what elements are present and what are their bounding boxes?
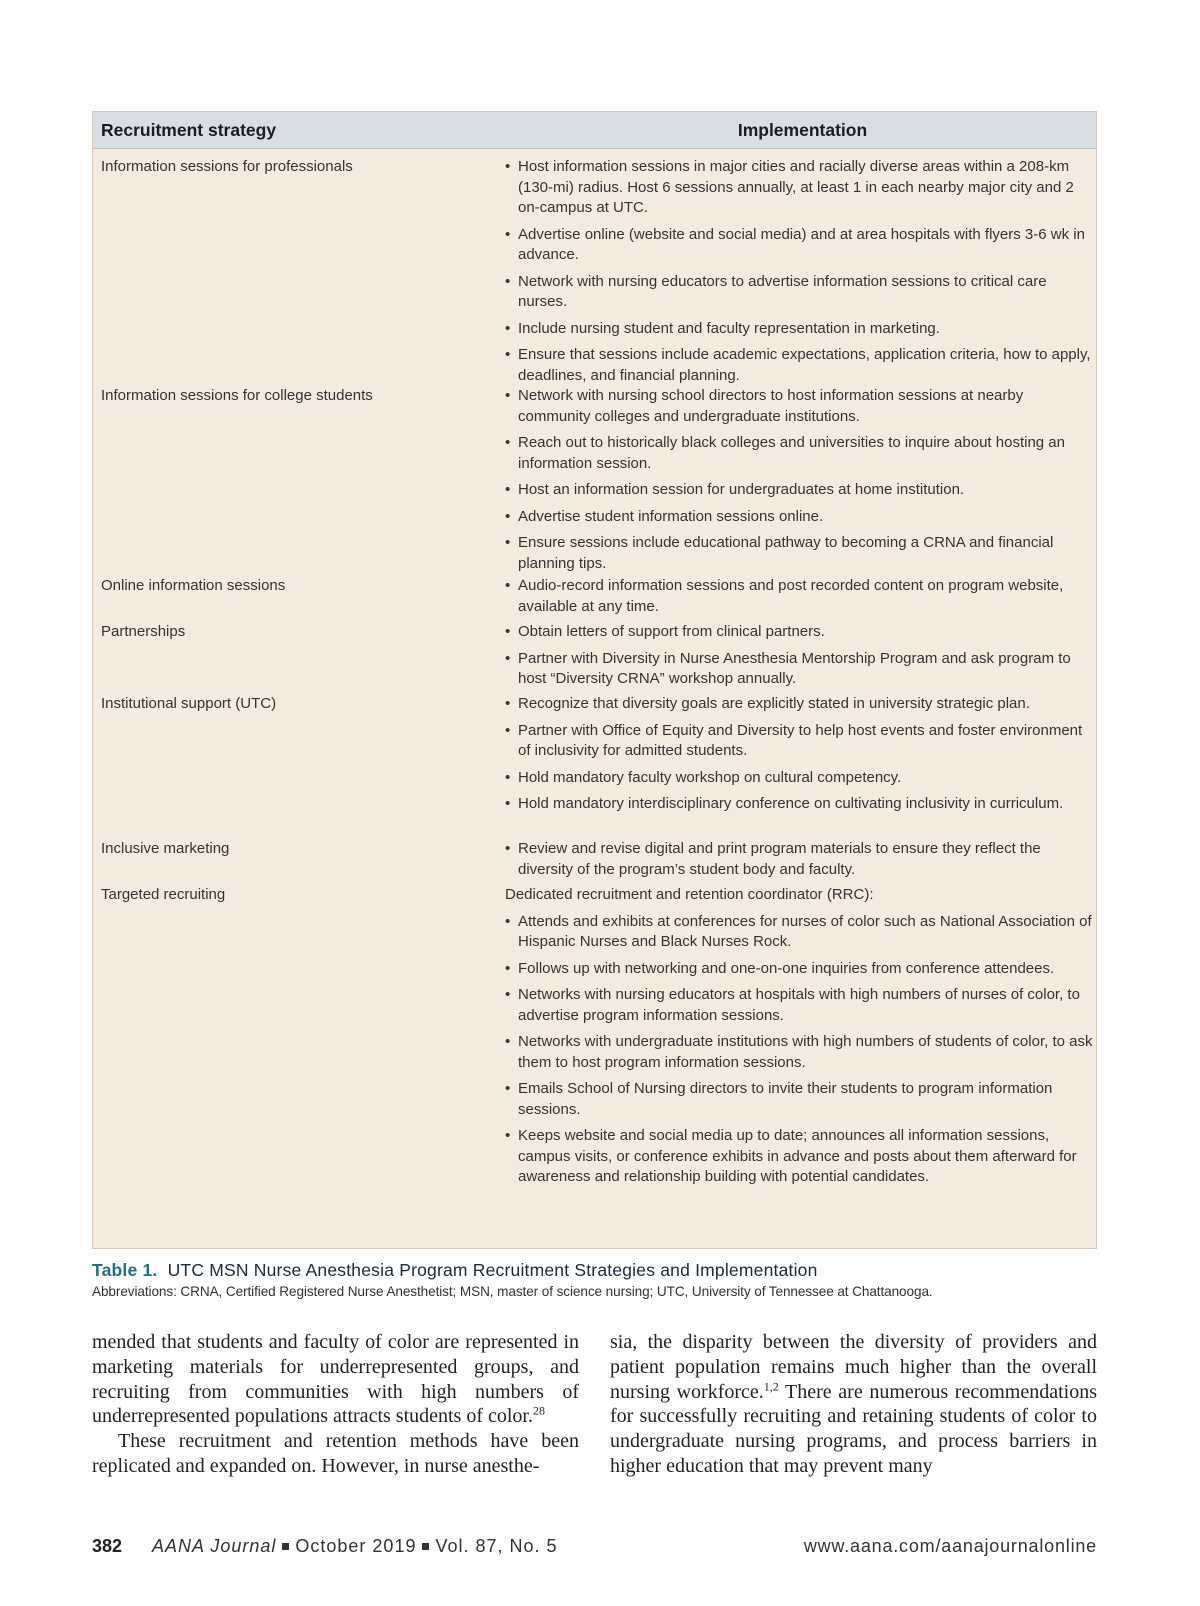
implementation-bullet: • Networks with undergraduate institutions with high numbers of students of color, to ask them to host program information sessions. (505, 1032, 1095, 1073)
table-label: Table 1. (92, 1260, 158, 1280)
page-footer (92, 1536, 1097, 1560)
implementation-bullet: • Advertise student information sessions online. (505, 507, 1095, 528)
implementation-bullet: • Include nursing student and faculty representation in marketing. (505, 319, 1095, 340)
implementation-bullet: • Host an information session for undergraduates at home institution. (505, 480, 1095, 501)
implementation-bullet: • Emails School of Nursing directors to invite their students to program information sessions. (505, 1079, 1095, 1120)
journal-name: AANA Journal (152, 1536, 277, 1556)
implementation-intro: Dedicated recruitment and retention coordinator (RRC): (505, 886, 874, 903)
page-number: 382 (92, 1536, 123, 1556)
separator-square (282, 1543, 289, 1550)
paragraph: These recruitment and retention methods have been replicated and expanded on. However, in nurse anesthe- (92, 1430, 579, 1477)
implementation-bullet: • Keeps website and social media up to date; announces all information sessions, campus visits, or conference exhibits in advance and posts about them afterward for awareness and relationship building with potential candidates. (505, 1126, 1095, 1188)
strategy-cell: Inclusive marketing (101, 840, 230, 857)
implementation-cell (505, 839, 1095, 886)
implementation-bullet: • Attends and exhibits at conferences for nurses of color such as National Association of Hispanic Nurses and Black Nurses Rock. (505, 912, 1095, 953)
implementation-bullet: • Partner with Diversity in Nurse Anesthesia Mentorship Program and ask program to host “Diversity CRNA” workshop annually. (505, 649, 1095, 690)
implementation-bullet: • Recognize that diversity goals are explicitly stated in university strategic plan. (505, 694, 1095, 715)
header-implementation: Implementation (737, 119, 868, 140)
implementation-cell (505, 694, 1095, 821)
paragraph-text: There are numerous recommendations for successfully recruiting and retaining students of color to undergraduate nursing programs, and process barriers in higher education that may prevent many (610, 1380, 1097, 1477)
implementation-bullet: • Obtain letters of support from clinical partners. (505, 622, 1095, 643)
table-caption (92, 1260, 1102, 1299)
implementation-bullet: • Network with nursing school directors to host information sessions at nearby community colleges and undergraduate institutions. (505, 386, 1095, 427)
citation: 1,2 (763, 1378, 779, 1393)
body-column-right (610, 1330, 1097, 1479)
implementation-bullet: • Ensure sessions include educational pathway to becoming a CRNA and financial planning tips. (505, 533, 1095, 574)
implementation-bullet: • Ensure that sessions include academic expectations, application criteria, how to apply, deadlines, and financial planning. (505, 345, 1095, 386)
implementation-bullet: • Follows up with networking and one-on-one inquiries from conference attendees. (505, 959, 1095, 980)
paragraph (610, 1330, 1097, 1479)
implementation-bullet: • Advertise online (website and social media) and at area hospitals with flyers 3-6 wk in advance. (505, 225, 1095, 266)
implementation-bullet: • Hold mandatory faculty workshop on cultural competency. (505, 768, 1095, 789)
volume: Vol. 87, No. 5 (435, 1536, 558, 1556)
paragraph (92, 1330, 579, 1429)
implementation-bullet: • Review and revise digital and print program materials to ensure they reflect the diversity of the program’s student body and faculty. (505, 839, 1095, 880)
implementation-cell (505, 157, 1095, 392)
implementation-bullet: • Hold mandatory interdisciplinary conference on cultivating inclusivity in curriculum. (505, 794, 1095, 815)
header-strategy: Recruitment strategy (101, 119, 277, 140)
strategy-cell: Targeted recruiting (101, 886, 226, 903)
implementation-bullet: • Network with nursing educators to advertise information sessions to critical care nurses. (505, 272, 1095, 313)
issue-date: October 2019 (295, 1536, 417, 1556)
implementation-bullet: • Partner with Office of Equity and Diversity to help host events and foster environment of inclusivity for admitted students. (505, 721, 1095, 762)
separator-square (422, 1543, 429, 1550)
implementation-cell (505, 386, 1095, 580)
implementation-bullet: • Host information sessions in major cities and racially diverse areas within a 208-km (130-mi) radius. Host 6 sessions annually, at least 1 in each nearby major city and 2 on-campus at UTC. (505, 157, 1095, 219)
implementation-bullet: • Reach out to historically black colleges and universities to inquire about hosting an information session. (505, 433, 1095, 474)
table-abbreviations: Abbreviations: CRNA, Certified Registered Nurse Anesthetist; MSN, master of science nursing; UTC, University of Tennessee at Chattanooga. (92, 1284, 933, 1299)
citation: 28 (533, 1403, 545, 1418)
strategy-cell: Online information sessions (101, 577, 286, 594)
strategy-cell: Institutional support (UTC) (101, 695, 277, 712)
recruitment-table (92, 111, 1097, 1249)
journal-url: www.aana.com/aanajournalonline (803, 1536, 1097, 1556)
implementation-cell (505, 622, 1095, 696)
caption-title-line (92, 1260, 1102, 1281)
implementation-cell (505, 885, 1095, 1194)
paragraph-text: sia, the disparity between the diversity of providers and patient population remains much higher than the overall nursing workforce. (610, 1331, 1097, 1403)
strategy-cell: Partnerships (101, 623, 186, 640)
implementation-bullet: • Networks with nursing educators at hospitals with high numbers of nurses of color, to advertise program information sessions. (505, 985, 1095, 1026)
paragraph-text: mended that students and faculty of color are represented in marketing materials for underrepresented groups, and recruiting from communities with high numbers of underrepresented populations attracts students of color. (92, 1331, 579, 1428)
strategy-cell: Information sessions for professionals (101, 158, 353, 175)
journal-info (152, 1536, 558, 1557)
table-title: UTC MSN Nurse Anesthesia Program Recruitment Strategies and Implementation (167, 1260, 818, 1280)
body-column-left (92, 1330, 579, 1479)
implementation-cell (505, 576, 1095, 623)
implementation-bullet: • Audio-record information sessions and post recorded content on program website, available at any time. (505, 576, 1095, 617)
strategy-cell: Information sessions for college students (101, 387, 373, 404)
table-header (93, 112, 1096, 149)
